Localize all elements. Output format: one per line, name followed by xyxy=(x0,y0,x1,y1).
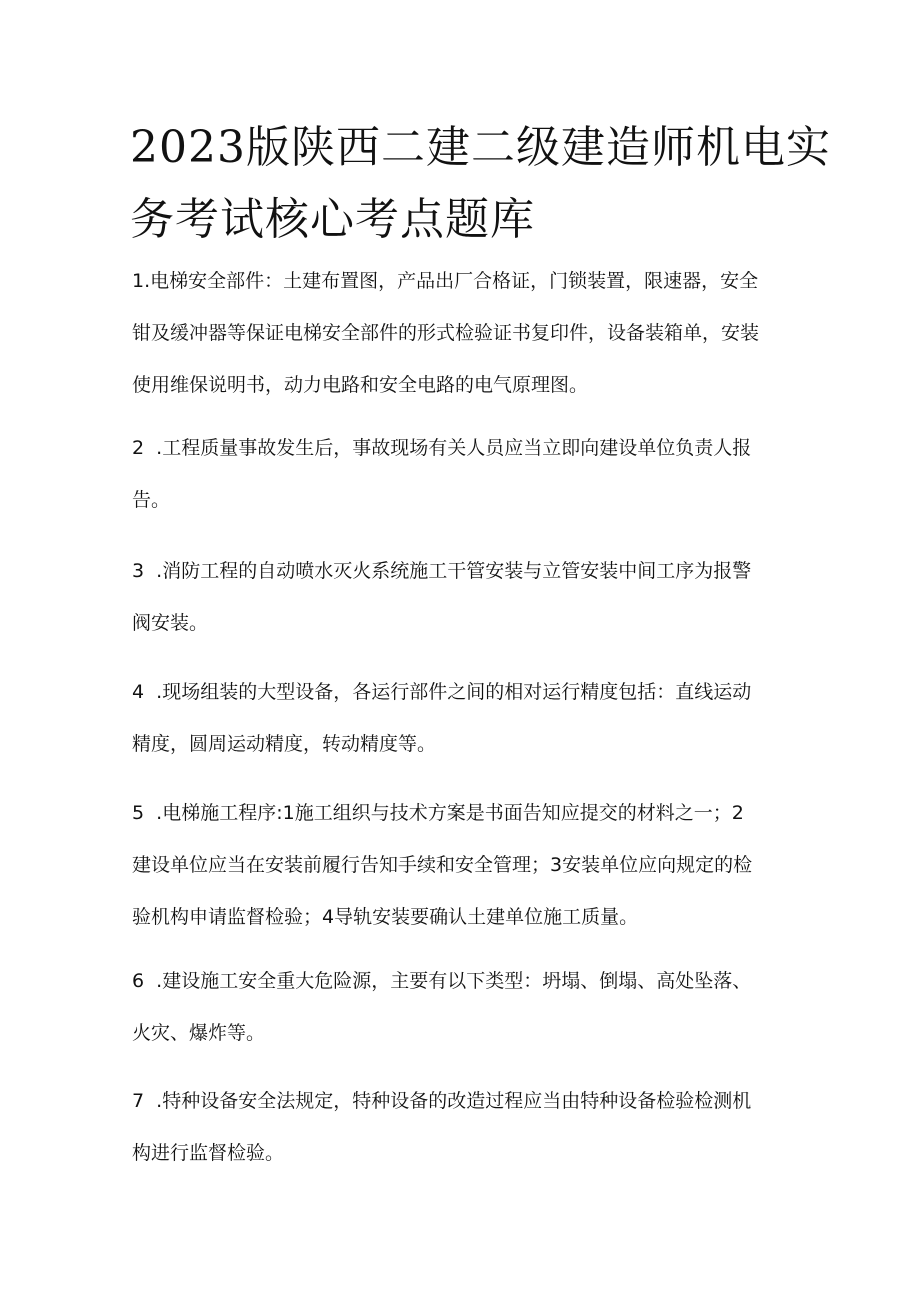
item-line: 建设单位应当在安装前履行告知手续和安全管理；3安装单位应向规定的检 xyxy=(132,854,753,876)
title-line-1: 2023版陕西二建二级建造师机电实 xyxy=(130,122,831,173)
title-line-2: 务考试核心考点题库 xyxy=(130,194,535,245)
item-line: 验机构申请监督检验；4导轨安装要确认土建单位施工质量。 xyxy=(132,906,639,928)
item-line: 1.电梯安全部件：土建布置图，产品出厂合格证，门锁装置，限速器，安全 xyxy=(132,270,759,292)
question-item-3 xyxy=(132,545,797,649)
question-item-5 xyxy=(132,787,797,943)
item-line: 阀安装。 xyxy=(132,612,209,634)
question-item-2 xyxy=(132,422,797,526)
item-line: 精度，圆周运动精度，转动精度等。 xyxy=(132,733,437,755)
question-item-4 xyxy=(132,666,797,770)
question-item-7 xyxy=(132,1075,797,1179)
item-line: 5 .电梯施工程序:1施工组织与技术方案是书面告知应提交的材料之一；2 xyxy=(132,802,744,824)
item-line: 3 .消防工程的自动喷水灭火系统施工干管安装与立管安装中间工序为报警 xyxy=(132,560,752,582)
item-line: 7 .特种设备安全法规定，特种设备的改造过程应当由特种设备检验检测机 xyxy=(132,1090,752,1112)
item-line: 使用维保说明书，动力电路和安全电路的电气原理图。 xyxy=(132,374,589,396)
item-line: 火灾、爆炸等。 xyxy=(132,1022,266,1044)
item-line: 4 .现场组装的大型设备，各运行部件之间的相对运行精度包括：直线运动 xyxy=(132,681,752,703)
item-line: 构进行监督检验。 xyxy=(132,1142,285,1164)
question-item-1 xyxy=(132,255,797,411)
item-line: 2 .工程质量事故发生后，事故现场有关人员应当立即向建设单位负责人报 xyxy=(132,437,752,459)
item-line: 告。 xyxy=(132,489,171,511)
question-item-6 xyxy=(132,955,797,1059)
item-line: 6 .建设施工安全重大危险源，主要有以下类型：坍塌、倒塌、高处坠落、 xyxy=(132,970,752,992)
document-title xyxy=(130,112,831,256)
item-line: 钳及缓冲器等保证电梯安全部件的形式检验证书复印件，设备装箱单，安装 xyxy=(132,322,760,344)
